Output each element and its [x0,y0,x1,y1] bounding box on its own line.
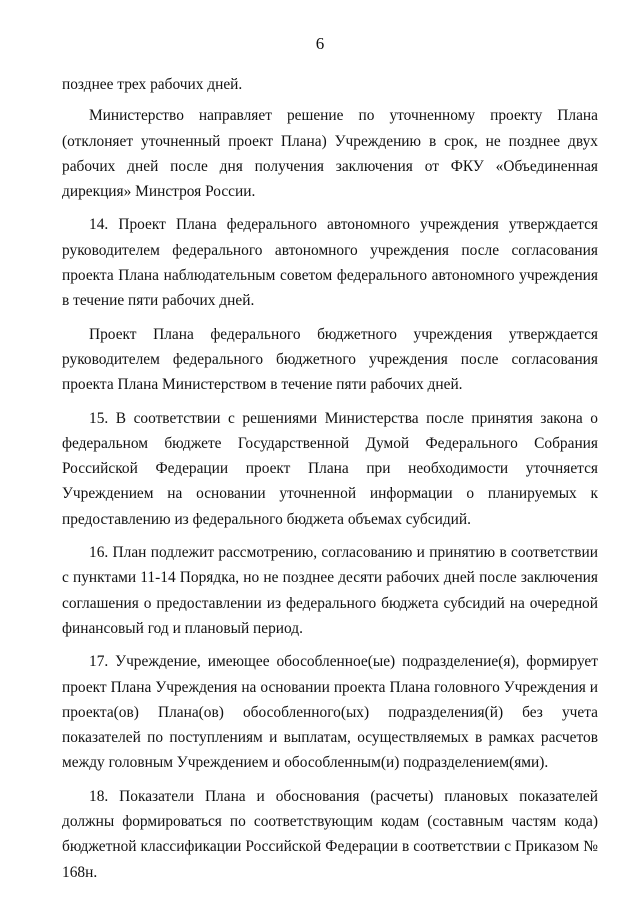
paragraph-17: 17. Учреждение, имеющее обособленное(ые) подразделение(я), формирует проект Плана Учреждения на основании проекта Плана головного Учреждения и проекта(ов) Плана(ов) обособленного(ых) подразделения(й) без учета показателей по поступлениям и выплатам, осуществляемых в рамках расчетов между головным Учреждением и обособленным(и) подразделением(ями). [62,653,598,772]
paragraph-18: 18. Показатели Плана и обоснования (расчеты) плановых показателей должны формироваться по соответствующим кодам (составным частям кода) бюджетной классификации Российской Федерации в соответствии с Приказом № 168н. [62,787,598,881]
paragraph-16: 16. План подлежит рассмотрению, согласованию и принятию в соответствии с пунктами 11-14 Порядка, но не позднее десяти рабочих дней после заключения соглашения о предоставлении из федерального бюджета субсидий на очередной финансовый год и плановый период. [62,544,598,637]
paragraph-continuation: позднее трех рабочих дней. [62,76,243,93]
paragraph-15: 15. В соответствии с решениями Министерства после принятия закона о федеральном бюджете Государственной Думой Федерального Собрания Российской Федерации проект Плана при необходимости уточняется Учреждением на основании уточненной информации о планируемых к предоставлению из федерального бюджета объемах субсидий. [62,409,598,528]
page-number: 6 [315,34,325,53]
document-body [62,72,598,891]
paragraph-14: 14. Проект Плана федерального автономного учреждения утверждается руководителем федерального автономного учреждения после согласования проекта Плана наблюдательным советом федерального автономного учреждения в течение пяти рабочих дней. [62,216,598,310]
paragraph-budget-institution: Проект Плана федерального бюджетного учреждения утверждается руководителем федерального бюджетного учреждения после согласования проекта Плана Министерством в течение пяти рабочих дней. [62,325,598,394]
paragraph-ministry-decision: Министерство направляет решение по уточненному проекту Плана (отклоняет уточненный проект Плана) Учреждению в срок, не позднее двух рабочих дней после дня получения заключения от ФКУ «Объединенная дирекция» Минстроя России. [62,107,598,201]
